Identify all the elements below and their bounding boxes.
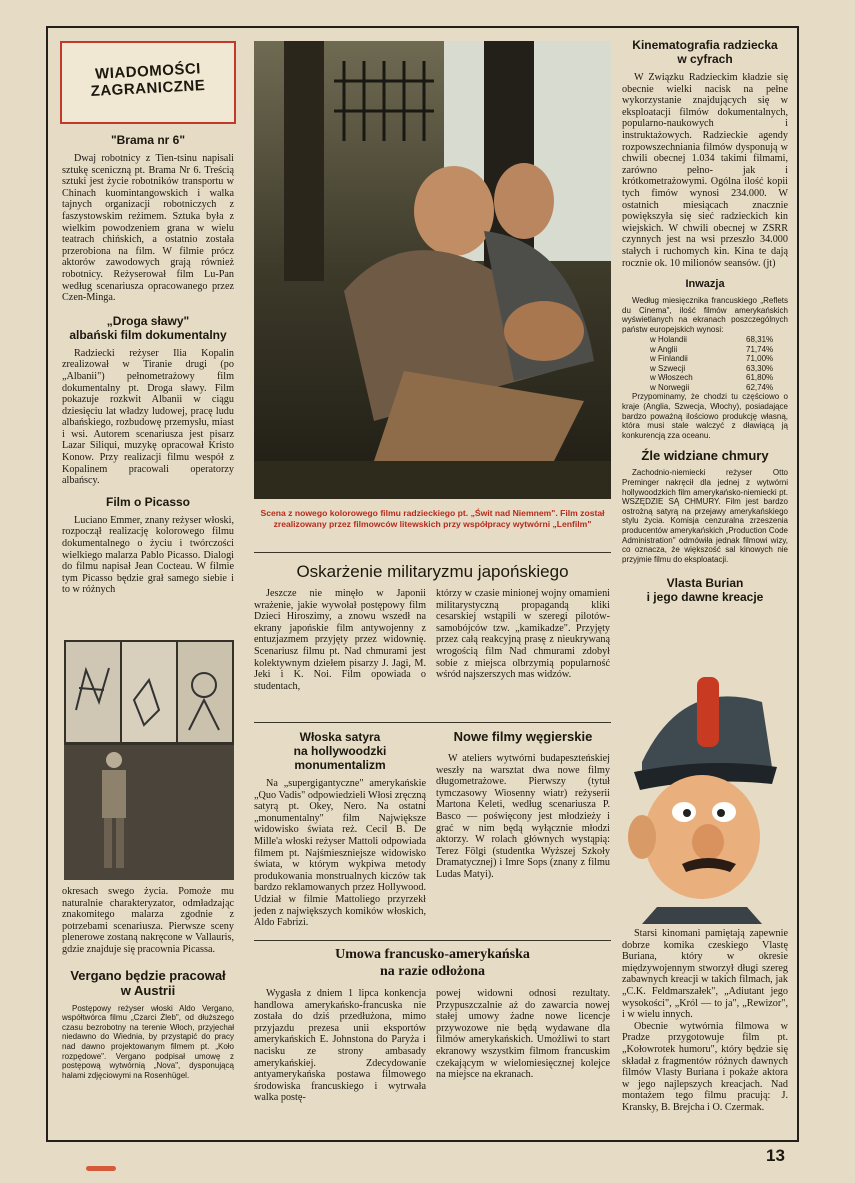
kino-zsrr-subtitle: w cyfrach <box>677 52 733 66</box>
red-mark <box>86 1166 116 1171</box>
stats-value: 71,00% <box>746 354 774 364</box>
umowa-subtitle: na razie odłożona <box>380 964 485 979</box>
brama-title: "Brama nr 6" <box>110 133 186 147</box>
stats-row <box>650 373 773 383</box>
stats-country: w Anglii <box>650 344 678 354</box>
satyra-subtitle: na hollywoodzki monumentalizm <box>293 744 387 772</box>
stats-row <box>650 345 773 355</box>
picasso-photo-image <box>64 640 234 880</box>
chmury-text: Zachodnio-niemiecki reżyser Otto Preminger nakręcił dla jednej z wytwórni hollywoodzkich film amerykańsko-niemiecki pt. WSZĘDZIE SĄ CHMURY. Film jest bardzo ostrożną satyrą na przejawy amerykańskiego stylu życia. Komisja cenzuralna zrzeszenia producentów amerykańskich „Production Code Administration" odmówiła jednak filmowi wizy, co oznacza, że większość sal kinowych nie przyjmie filmu do eksploatacji. <box>622 468 788 564</box>
picasso-title: Film o Picasso <box>105 494 191 509</box>
stats-country: w Włoszech <box>650 373 693 383</box>
kino-zsrr-title: Kinematografia radziecka <box>632 38 778 52</box>
page-number: 13 <box>766 1146 785 1165</box>
picasso-text-1: Luciano Emmer, znany reżyser włoski, rozpoczął realizację kolorowego filmu dokumentalnego o życiu i twórczości wielkiego malarza Pablo Picasso. Dialogi do filmu napisał Jean Cocteau. W filmie tym Picasso będzie grał samego siebie i to w różnych <box>62 514 234 596</box>
inwazja-stats-table <box>650 335 773 392</box>
burian-subtitle: i jego dawne kreacje <box>646 590 764 605</box>
main-photo <box>254 41 611 499</box>
picasso-text-2: okresach swego życia. Pomoże mu naturalnie charakteryzator, odmładzając znakomitego malarza zgodnie z potrzebami scenariusza. Pierwsze sceny plenerowe zostaną nakręcone w Vallauris, gdzie znajduje się pracownia Picassa. <box>62 886 234 955</box>
stats-value: 63,30% <box>746 363 774 373</box>
picasso-photo <box>64 640 234 880</box>
satyra-title: Włoska satyra <box>299 730 381 744</box>
stats-row <box>650 364 773 374</box>
kino-zsrr-text: W Związku Radzieckim kładzie się obecnie wielki nacisk na pełne wykorzystanie znajdujących się w eksploatacji filmów dokumentalnych, popularno-naukowych i instruktażowych. Radzieckie agendy rozpowszechniania filmów dysponują w chwili obecnej 1.034 takimi filmami, zarówno pełno- jak i krótkometrażowymi. Ogólna ilość kopii tych fimów wynosi 234.000. W ostatnich miesiącach znacznie powiększyła się sieć radzieckich kin wiejskich. W chwili obecnej w ZSRR czynnych jest na wsi przeszło 34.000 stałych i ruchomych kin. Kina te dają rocznie ok. 10 milionów seansów. (jt) <box>622 72 788 269</box>
satyra-text: Na „supergigantyczne" amerykańskie „Quo Vadis" odpowiedzieli Włosi zręczną satyrą pt. Okey, Nero. Na ostatni „monumentalny" film Największe widowisko świata reż. Cecil B. De Mille'a włoski reżyser Mattoli odpowiada filmem pt. Najśmieszniejsze widowisko świata, w którym wykpiwa metody produkowania monstrualnych kiczów tak bardzo reklamowanych przez Hollywood. Udział w filmie Mattoliego przyrzekł jeden z największych komików włoskich, Aldo Fabrizi. <box>254 778 426 929</box>
stats-country: w Szwecji <box>650 363 686 373</box>
oskarzenie-text-b: którzy w czasie minionej wojny omamieni militarystyczną propagandą kliki cesarskiej wstąpili w szeregi pilotów-samobójców tzw. „kamikadze". Przyjęty przez całą reakcyjną prasę z nieukrywaną wrogością film Nad chmurami zdobył sobie z miejsca olbrzymią popularność wśród najszerszych mas widzów. <box>436 588 610 681</box>
droga-title: „Droga sławy" <box>106 313 190 328</box>
oskarzenie-text-a: Jeszcze nie minęło w Japonii wrażenie, jakie wywołał postępowy film Dzieci Hiroszimy, a znowu wszedł na ekrany japońskie film antywojenny z entuzjazmem przyjęty przez widownię. Scenariusz filmu pt. Nad chmurami jest kolektywnym dziełem pisarzy J. Jagi, M. Jeki i K. Noi. Film opowiada o studentach, <box>254 588 426 692</box>
umowa-text-a: Wygasła z dniem 1 lipca konkencja handlowa amerykańsko-francuska nie została do dziś przedłużona, mimo przyjazdu prezesa unii eksportów amerykańskich E. Johnstona do Paryża i nacisku ze strony ambasady amerykańskiej. Zdecydowanie antyamerykańska postawa filmowego środowiska francuskiego i wytrwała walka postę- <box>254 988 426 1104</box>
burian-title: Vlasta Burian <box>666 576 744 591</box>
inwazja-text-2: Przypominamy, że chodzi tu częściowo o kraje (Anglia, Szwecja, Włochy), posiadające bardzo poważną ilościowo produkcję własną, która musi stale walczyć z dławiącą ją konkurencją zza oceanu. <box>622 392 788 440</box>
section-logo-line1: WIADOMOŚCI <box>94 60 202 83</box>
stats-value: 71,74% <box>746 344 774 354</box>
stats-value: 61,80% <box>746 373 774 383</box>
stats-country: w Finlandii <box>650 354 688 364</box>
stats-country: w Norwegii <box>650 382 690 392</box>
stats-value: 62,74% <box>746 382 774 392</box>
droga-subtitle: albański film dokumentalny <box>69 327 227 342</box>
stats-value: 68,31% <box>746 335 774 345</box>
vergano-text: Postępowy reżyser włoski Aldo Vergano, współtwórca filmu „Czarci Żleb", od dłuższego czasu bezrobotny na terenie Włoch, przyjechał niedawno do Wiednia, by przystąpić do pracy nad dawno projektowanym filmem pt. „Koło rozpędowe". Vergano podpisał umowę z postępową wytwórnią „Nova", dysponującą halami zdjęciowymi na Rosenhügel. <box>62 1003 234 1080</box>
stats-row <box>650 354 773 364</box>
inwazja-title: Inwazja <box>685 278 725 291</box>
vergano-subtitle: w Austrii <box>120 982 176 998</box>
stats-country: w Holandii <box>650 335 687 345</box>
main-photo-image <box>254 41 611 499</box>
wegierskie-text: W ateliers wytwórni budapeszteńskiej weszły na warsztat dwa nowe filmy długometrażowe. Pierwszy (tytuł tymczasowy Wiosenny wiatr) reżyserii Martona Keleti, według scenariusza P. Basco — poświęcony jest młodzieży i grać w nim będą wyłącznie młodzi aktorzy. W rolach głównych wystąpią: Terez Fölgi (studentka Wyższej Szkoły Dramatycznej) i Imre Sops (znany z filmu Ludas Matyi). <box>436 753 610 880</box>
stats-row <box>650 383 773 393</box>
umowa-title: Umowa francusko-amerykańska <box>335 947 530 962</box>
burian-caricature <box>612 672 788 924</box>
umowa-text-b: powej widowni odnosi rezultaty. Przypuszczalnie aż do zawarcia nowej stałej umowy żadne nowe licencje przywozowe nie będą wydawane dla filmów amerykańskich. Umożliwi to start ekranowy wszystkim filmom francuskim czekającym w wielomiesięcznej kolejce na miejsce na ekranach. <box>436 988 610 1081</box>
burian-text-2: Obecnie wytwórnia filmowa w Pradze przygotowuje film pt. „Kołowrotek humoru", który będzie się składał z fragmentów różnych dawnych filmów Vlasty Buriana i pokaże aktora w jego najlepszych kreacjach. Nad montażem tego filmu pracują: J. Kransky, B. Brejcha i O. Czermak. <box>622 1020 788 1113</box>
main-photo-caption: Scena z nowego kolorowego filmu radzieckiego pt. „Świt nad Niemnem". Film został zrealizowany przez filmowców litewskich przy współpracy wytwórni „Lenfilm" <box>260 508 605 529</box>
vergano-title: Vergano będzie pracował <box>70 967 226 983</box>
section-logo <box>60 41 236 124</box>
droga-text: Radziecki reżyser Ilia Kopalin zrealizował w Tiranie drugi (po „Albanii") pełnometrażowy film dokumentalny pt. Droga sławy. Film pokazuje rozkwit Albanii w ciągu dziesięciu lat władzy ludowej, pracę ludu albańskiego, rozbudowę przemysłu, miast i wsi. Autorem scenariusza jest pisarz Lazar Siliqui, muzykę opracował Kristo Konow. Przy realizacji filmu wespół z Kopalinem pracowali operatorzy albańscy. <box>62 347 234 487</box>
section-logo-line2: ZAGRANICZNE <box>90 77 206 100</box>
brama-text: Dwaj robotnicy z Tien-tsinu napisali sztukę sceniczną pt. Brama Nr 6. Treścią sztuki jest życie robotników transportu w Chinach kuomintangowskich i walka tajnych organizacji robotniczych z faszystowskim reżimem. Sztuka była z wielkim powodzeniem grana w wielu teatrach chińskich, a ostatnio została przerobiona na film. W filmie prócz aktorów zawodowych grają również robotnicy. Reżyserował film Lu-Pan według scenariusza opracowanego przez Czen-Minga. <box>62 153 234 304</box>
chmury-title: Źle widziane chmury <box>641 448 769 464</box>
burian-text-1: Starsi kinomani pamiętają zapewnie dobrze komika czeskiego Vlastę Buriana, który w okresie międzywojennym stworzył długi szereg zabawnych kreacji w takich filmach, jak „C.K. Feldmarszałek", „Adiutant jego wysokości", „Król — to ja", „Rewizor", i w wielu innych. <box>622 928 788 1021</box>
oskarzenie-title: Oskarżenie militaryzmu japońskiego <box>296 562 569 581</box>
stats-row <box>650 335 773 345</box>
burian-caricature-image <box>612 672 788 924</box>
wegierskie-title: Nowe filmy węgierskie <box>453 729 593 744</box>
inwazja-text: Według miesięcznika francuskiego „Reflets du Cinema", ilość filmów amerykańskich wyświetlanych na ekranach poszczególnych państw europejskich wynosi: <box>622 296 788 334</box>
